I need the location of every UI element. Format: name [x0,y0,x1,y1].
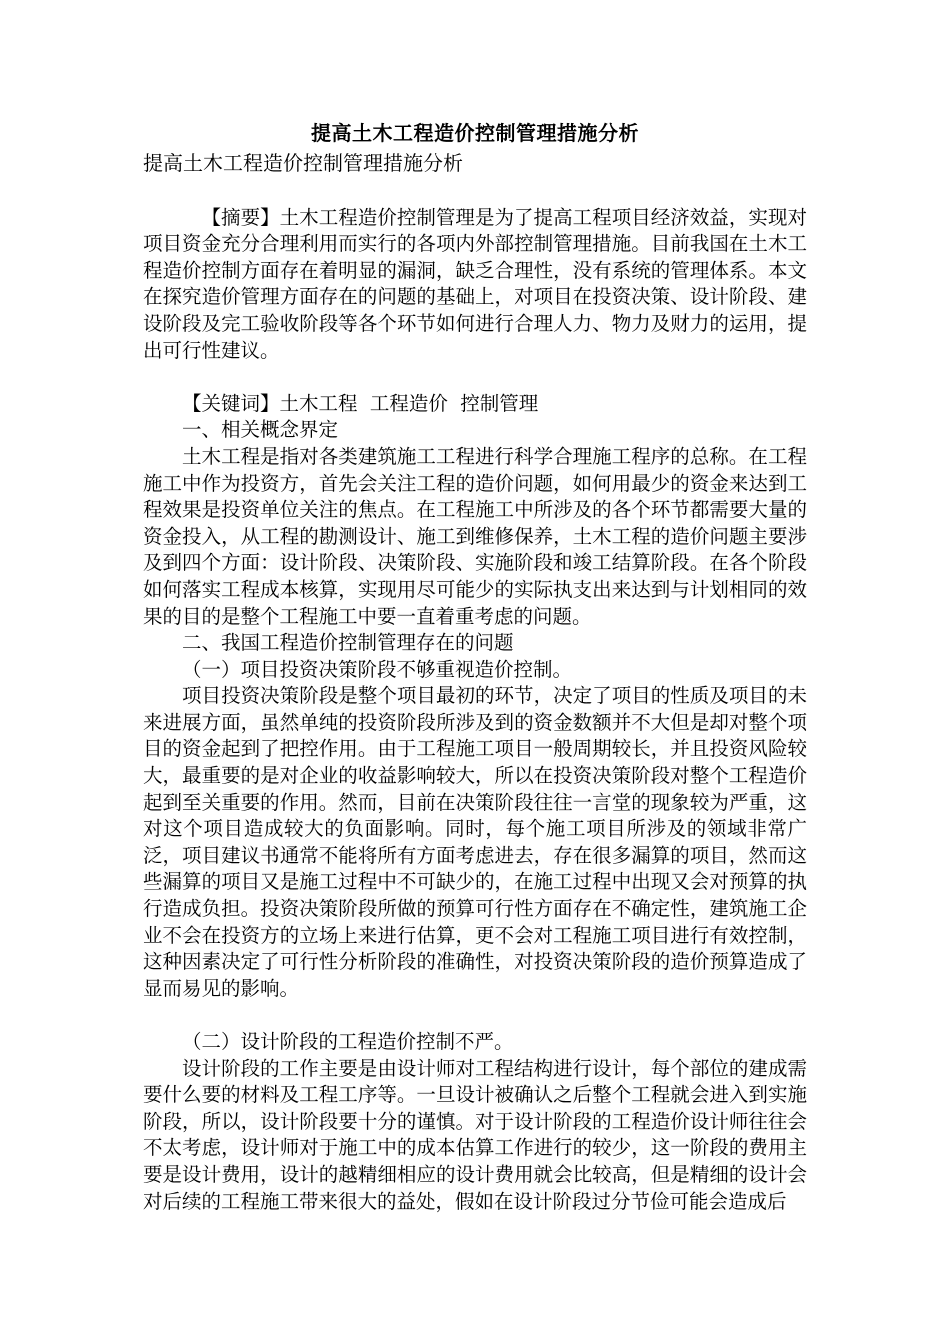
document-title: 提高土木工程造价控制管理措施分析 [311,121,639,145]
document-subtitle: 提高土木工程造价控制管理措施分析 [143,151,463,175]
spacer [143,1002,807,1029]
subsection-heading: （二）设计阶段的工程造价控制不严。 [182,1030,514,1053]
keywords-line: 【关键词】土木工程 工程造价 控制管理 [182,391,539,415]
subsection-heading: （一）项目投资决策阶段不够重视造价控制。 [182,657,573,681]
document-page [143,118,807,1215]
section-paragraph: 土木工程是指对各类建筑施工工程进行科学合理施工程序的总称。在工程施工中作为投资方，首先会关注工程的造价问题，如何用最少的资金来达到工程效果是投资单位关注的焦点。在工程施工中所涉及的各个环节都需要大量的资金投入，从工程的勘测设计、施工到维修保养，土木工程的造价问题主要涉及到四个方面：设计阶段、决策阶段、实施阶段和竣工结算阶段。在各个阶段如何落实工程成本核算，实现用尽可能少的实际执支出来达到与计划相同的效果的目的是整个工程施工中要一直着重考虑的问题。 [143,444,807,628]
spacer [143,178,807,205]
subsection-paragraph: 设计阶段的工作主要是由设计师对工程结构进行设计，每个部位的建成需要什么要的材料及工程工序等。一旦设计被确认之后整个工程就会进入到实施阶段，所以，设计阶段要十分的谨慎。对于设计阶段的工程造价设计师往往会不太考虑，设计师对于施工中的成本估算工作进行的较少，这一阶段的费用主要是设计费用，设计的越精细相应的设计费用就会比较高，但是精细的设计会对后续的工程施工带来很大的益处，假如在设计阶段过分节俭可能会造成后 [143,1056,807,1213]
subsection-paragraph: 项目投资决策阶段是整个项目最初的环节，决定了项目的性质及项目的未来进展方面，虽然单纯的投资阶段所涉及到的资金数额并不大但是却对整个项目的资金起到了把控作用。由于工程施工项目一般周期较长，并且投资风险较大，最重要的是对企业的收益影响较大，所以在投资决策阶段对整个工程造价起到至关重要的作用。然而，目前在决策阶段往往一言堂的现象较为严重，这对这个项目造成较大的负面影响。同时，每个施工项目所涉及的领域非常广泛，项目建议书通常不能将所有方面考虑进去，存在很多漏算的项目，然而这些漏算的项目又是施工过程中不可缺少的，在施工过程中出现又会对预算的执行造成负担。投资决策阶段所做的预算可行性方面存在不确定性，建筑施工企业不会在投资方的立场上来进行估算，更不会对工程施工项目进行有效控制，这种因素决定了可行性分析阶段的准确性，对投资决策阶段的造价预算造成了显而易见的影响。 [143,684,807,1000]
abstract-paragraph: 【摘要】土木工程造价控制管理是为了提高工程项目经济效益，实现对项目资金充分合理利用而实行的各项内外部控制管理措施。目前我国在土木工程造价控制方面存在着明显的漏洞，缺乏合理性，没有系统的管理体系。本文在探究造价管理方面存在的问题的基础上，对项目在投资决策、设计阶段、建设阶段及完工验收阶段等各个环节如何进行合理人力、物力及财力的运用，提出可行性建议。 [143,205,807,362]
spacer [143,364,807,391]
section-heading: 二、我国工程造价控制管理存在的问题 [182,631,514,655]
section-heading: 一、相关概念界定 [182,418,339,442]
